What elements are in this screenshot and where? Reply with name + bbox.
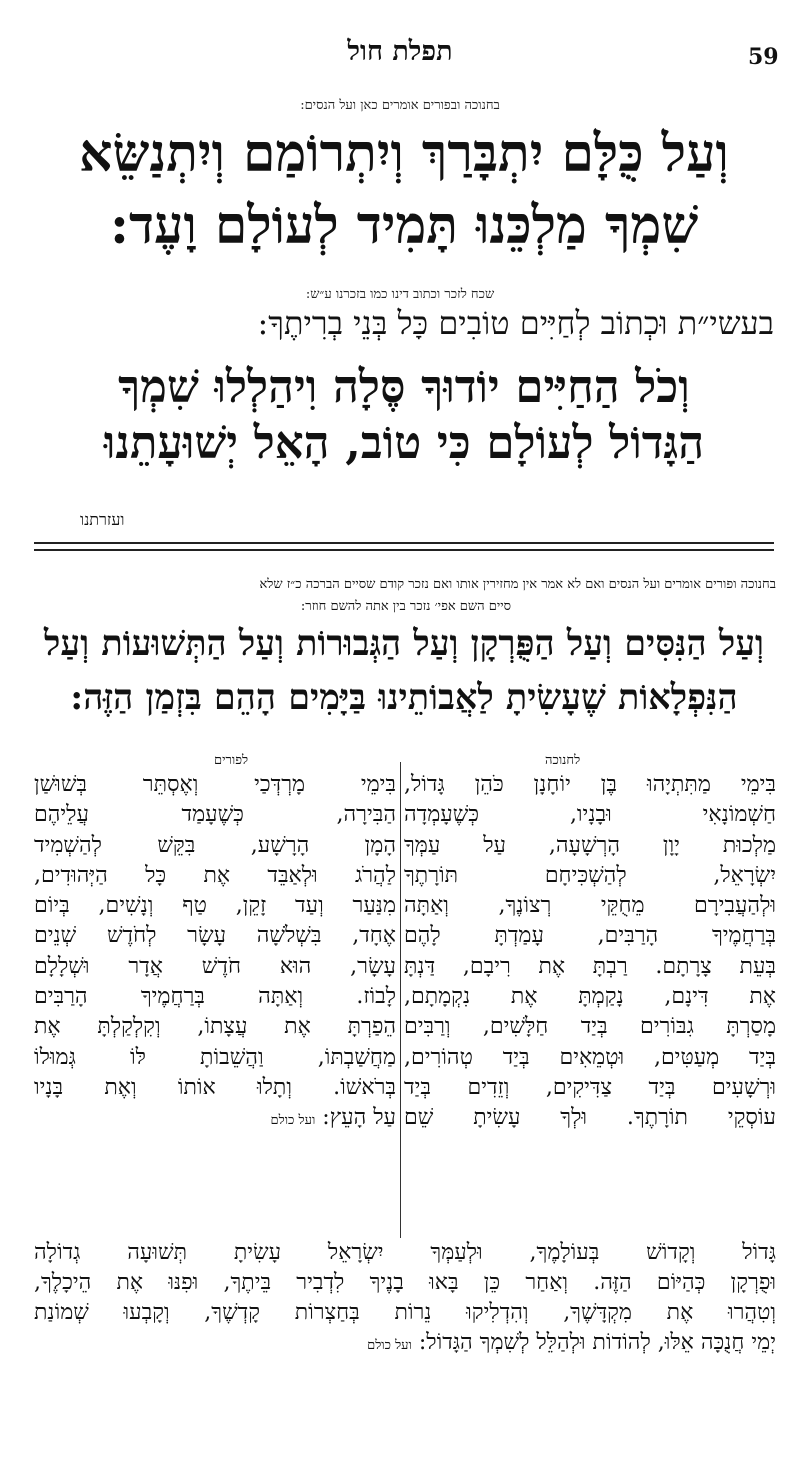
chanukah-line: בְּעֵת צָרָתָם. רַבְתָּ אֶת רִיבָם, דַּנְתָּ bbox=[404, 953, 776, 979]
chanukah-line: חַשְׁמוֹנָאִי וּבָנָיו, כְּשֶׁעָמְדָה bbox=[404, 802, 776, 828]
chanukah-continuation bbox=[34, 1238, 776, 1361]
chanukah-line: מָסַרְתָּ גִבּוֹרִים בְּיַד חַלָּשִׁים, וְרַבִּים bbox=[404, 1014, 776, 1040]
chanukah-line: עוֹסְקֵי תוֹרָתֶךָ. וּלְךָ עָשִׂיתָ שֵׁם bbox=[404, 1105, 776, 1131]
small-addition-text: ועזרתנו bbox=[80, 510, 125, 529]
thanks-line-2: הַגָּדוֹל לְעוֹלָם כִּי טוֹב, הָאֵל יְשׁוּעָתֵנוּ bbox=[103, 416, 705, 469]
al-hanissim-line-2: הַנִּפְלָאוֹת שֶׁעָשִׂיתָ לַאֲבוֹתֵינוּ בַּיָּמִים הָהֵם בִּזְמַן הַזֶּה: bbox=[70, 677, 738, 718]
thanks-line-1: וְכֹל הַחַיִּים יוֹדוּךָ סֶּלָה וִיהַלְלוּ שִׁמְךָ bbox=[118, 360, 690, 413]
chanukah-continue-ref: ועל כולם bbox=[367, 1338, 412, 1353]
continuation-last-line bbox=[34, 1328, 776, 1361]
instruction-note-line-2: סיים השם אפי׳ נזכר בין אתה להשם חוזר: bbox=[300, 599, 512, 614]
divider-rule-bottom bbox=[34, 549, 774, 551]
column-label-chanukah: לחנוכה bbox=[545, 753, 581, 768]
continuation-line: גָּדוֹל וְקָדוֹשׁ בְּעוֹלָמֶךָ, וּלְעַמְּךָ יִשְׂרָאֵל עָשִׂיתָ תְּשׁוּעָה גְדוֹלָה bbox=[34, 1240, 776, 1265]
continuation-last-text: יְמֵי חֲנֻכָּה אֵלּוּ, לְהוֹדוֹת וּלְהַלֵּל לְשִׁמְךָ הַגָּדוֹל: bbox=[418, 1330, 776, 1355]
divider-rule-top bbox=[34, 542, 774, 544]
chanukah-line: וּלְהַעֲבִירָם מֵחֻקֵּי רְצוֹנֶךָ, וְאַתָּה bbox=[404, 893, 776, 919]
purim-line: אֶחָד, בִּשְׁלֹשָׁה עָשָׂר לְחֹדֶשׁ שְׁנֵים bbox=[34, 923, 396, 949]
continuation-line: וְטִהֲרוּ אֶת מִקְדָּשֶׁךָ, וְהִדְלִיקוּ נֵרוֹת בְּחַצְרוֹת קָדְשֶׁךָ, וְקָבְעוּ שְׁמוֹנַת bbox=[34, 1300, 776, 1325]
purim-last-text: עַל הָעֵץ: bbox=[322, 1105, 396, 1131]
chanukah-line: יִשְׂרָאֵל, לְהַשְׁכִּיחָם תּוֹרָתֶךָ bbox=[404, 862, 776, 888]
al-hanissim-line-1: וְעַל הַנִּסִּים וְעַל הַפֻּרְקָן וְעַל הַגְּבוּרוֹת וְעַל הַתְּשׁוּעוֹת וְעַל bbox=[44, 623, 764, 664]
purim-continue-ref: ועל כולם bbox=[270, 1113, 316, 1129]
purim-line: לַהֲרֹג וּלְאַבֵּד אֶת כָּל הַיְּהוּדִים, bbox=[34, 862, 396, 888]
page-number: 59 bbox=[748, 44, 779, 70]
purim-last-line bbox=[34, 1103, 396, 1136]
purim-line: מַחֲשַׁבְתּוֹ, וַהֲשֵׁבוֹתָ לּוֹ גְּמוּלוֹ bbox=[34, 1044, 396, 1070]
purim-line: הָמָן הָרָשָׁע, בִּקֵּשׁ לְהַשְׁמִיד bbox=[34, 832, 396, 858]
chanukah-line: בְּרַחֲמֶיךָ הָרַבִּים, עָמַדְתָּ לָהֶם bbox=[404, 923, 776, 949]
blessing-line-2: שִׁמְךָ מַלְכֵּנוּ תָּמִיד לְעוֹלָם וָעֶד: bbox=[109, 195, 699, 256]
column-divider bbox=[400, 762, 401, 1238]
chanukah-column bbox=[404, 770, 776, 1134]
instruction-note-forgot: שכח לזכר וכתוב דינו כמו בזכרנו ע״ש: bbox=[305, 287, 495, 302]
instruction-note-line-1: בחנוכה ופורים אומרים ועל הנסים ואם לא אמר אין מחזירין אותו ואם נזכר קודם שסיים הברכה כ״ז שלא bbox=[259, 577, 776, 592]
purim-line: עָשָׂר, הוּא חֹדֶשׁ אֲדָר וּשְׁלָלָם bbox=[34, 953, 396, 979]
column-label-purim: לפורים bbox=[214, 753, 249, 768]
ten-days-insertion: בעשי״ת וּכְתוֹב לְחַיִּים טוֹבִים כָּל בְּנֵי בְרִיתֶךָ: bbox=[257, 304, 774, 342]
page-title: תפלת חול bbox=[347, 36, 453, 67]
blessing-line-1: וְעַל כֻּלָּם יִתְבָּרַךְ וְיִתְרוֹמַם וְיִתְנַשֵּׂא bbox=[79, 123, 729, 184]
chanukah-line: מַלְכוּת יָוָן הָרְשָׁעָה, עַל עַמְּךָ bbox=[404, 832, 776, 858]
purim-line: בְּרֹאשׁוֹ. וְתָלוּ אוֹתוֹ וְאֶת בָּנָיו bbox=[34, 1074, 396, 1100]
purim-line: הַבִּירָה, כְּשֶׁעָמַד עֲלֵיהֶם bbox=[34, 802, 396, 828]
purim-line: מִנַּעַר וְעַד זָקֵן, טַף וְנָשִׁים, בְּיוֹם bbox=[34, 893, 396, 919]
chanukah-line: אֶת דִּינָם, נָקַמְתָּ אֶת נִקְמָתָם, bbox=[404, 984, 776, 1010]
instruction-note-al-hanissim bbox=[36, 574, 776, 618]
continuation-line: וּפֻרְקָן כְּהַיּוֹם הַזֶּה. וְאַחַר כֵּן בָּאוּ בָנֶיךָ לִדְבִיר בֵּיתֶךָ, וּפִנּוּ אֶת הֵיכָלֶךָ, bbox=[34, 1270, 776, 1295]
purim-line: הֵפַרְתָּ אֶת עֲצָתוֹ, וְקִלְקַלְתָּ אֶת bbox=[34, 1014, 396, 1040]
chanukah-line: וּרְשָׁעִים בְּיַד צַדִּיקִים, וְזֵדִים בְּיַד bbox=[404, 1074, 776, 1100]
purim-line: לָבוֹז. וְאַתָּה בְּרַחֲמֶיךָ הָרַבִּים bbox=[34, 984, 396, 1010]
purim-column bbox=[34, 770, 396, 1137]
purim-line: בִּימֵי מָרְדְּכַי וְאֶסְתֵּר בְּשׁוּשַׁן bbox=[34, 772, 396, 797]
chanukah-line: בִּימֵי מַתִּתְיָהוּ בֶּן יוֹחָנָן כֹּהֵן גָּדוֹל, bbox=[404, 772, 776, 797]
chanukah-line: בְּיַד מְעַטִּים, וּטְמֵאִים בְּיַד טְהוֹרִים, bbox=[404, 1044, 776, 1070]
instruction-note-chanukah-purim: בחנוכה ובפורים אומרים כאן ועל הנסים: bbox=[300, 98, 500, 113]
